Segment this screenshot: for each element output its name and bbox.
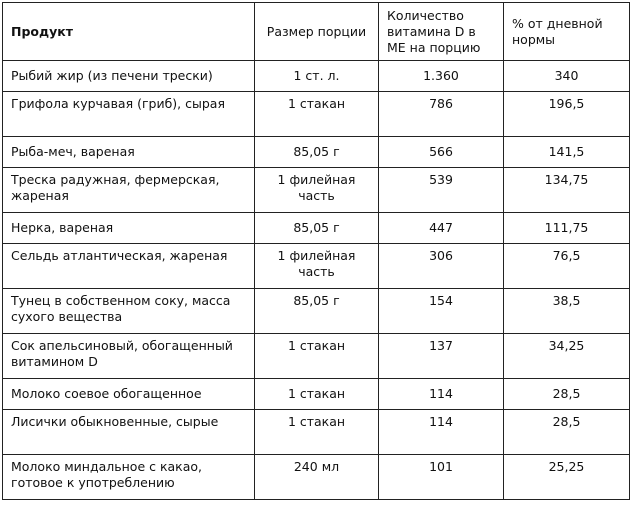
cell-product: Лисички обыкновенные, сырые [3, 410, 255, 455]
cell-product: Грифола курчавая (гриб), сырая [3, 92, 255, 137]
cell-dv: 28,5 [504, 410, 630, 455]
vitamin-d-table [2, 2, 630, 500]
header-iu: Количество витамина D в МЕ на порцию [379, 3, 504, 61]
cell-serving: 240 мл [255, 455, 379, 500]
table-row [3, 137, 630, 168]
cell-product: Тунец в собственном соку, масса сухого вещества [3, 289, 255, 334]
cell-iu: 786 [379, 92, 504, 137]
table-row [3, 61, 630, 92]
cell-serving: 85,05 г [255, 137, 379, 168]
cell-dv: 340 [504, 61, 630, 92]
cell-product: Молоко миндальное с какао, готовое к употреблению [3, 455, 255, 500]
table-row [3, 379, 630, 410]
cell-iu: 306 [379, 244, 504, 289]
cell-dv: 34,25 [504, 334, 630, 379]
cell-product: Рыба-меч, вареная [3, 137, 255, 168]
table-header-row [3, 3, 630, 61]
cell-serving: 85,05 г [255, 289, 379, 334]
cell-iu: 447 [379, 213, 504, 244]
table-row [3, 334, 630, 379]
cell-iu: 1.360 [379, 61, 504, 92]
cell-serving: 1 ст. л. [255, 61, 379, 92]
cell-dv: 134,75 [504, 168, 630, 213]
cell-iu: 114 [379, 379, 504, 410]
cell-iu: 154 [379, 289, 504, 334]
cell-serving: 1 стакан [255, 92, 379, 137]
table-row [3, 168, 630, 213]
cell-dv: 196,5 [504, 92, 630, 137]
table-row [3, 244, 630, 289]
table-row [3, 410, 630, 455]
header-serving: Размер порции [255, 3, 379, 61]
cell-iu: 566 [379, 137, 504, 168]
cell-serving: 1 филейная часть [255, 244, 379, 289]
cell-dv: 28,5 [504, 379, 630, 410]
cell-serving: 1 стакан [255, 334, 379, 379]
cell-product: Рыбий жир (из печени трески) [3, 61, 255, 92]
cell-iu: 539 [379, 168, 504, 213]
cell-product: Сельдь атлантическая, жареная [3, 244, 255, 289]
cell-iu: 101 [379, 455, 504, 500]
table-row [3, 92, 630, 137]
cell-serving: 1 стакан [255, 410, 379, 455]
cell-product: Молоко соевое обогащенное [3, 379, 255, 410]
header-product: Продукт [3, 3, 255, 61]
cell-dv: 25,25 [504, 455, 630, 500]
cell-product: Треска радужная, фермерская, жареная [3, 168, 255, 213]
cell-serving: 1 стакан [255, 379, 379, 410]
cell-iu: 114 [379, 410, 504, 455]
cell-product: Сок апельсиновый, обогащенный витамином D [3, 334, 255, 379]
table-row [3, 455, 630, 500]
cell-iu: 137 [379, 334, 504, 379]
cell-dv: 76,5 [504, 244, 630, 289]
table-row [3, 289, 630, 334]
cell-product: Нерка, вареная [3, 213, 255, 244]
cell-serving: 1 филейная часть [255, 168, 379, 213]
table-row [3, 213, 630, 244]
header-dv: % от дневной нормы [504, 3, 630, 61]
cell-dv: 38,5 [504, 289, 630, 334]
cell-serving: 85,05 г [255, 213, 379, 244]
cell-dv: 111,75 [504, 213, 630, 244]
cell-dv: 141,5 [504, 137, 630, 168]
